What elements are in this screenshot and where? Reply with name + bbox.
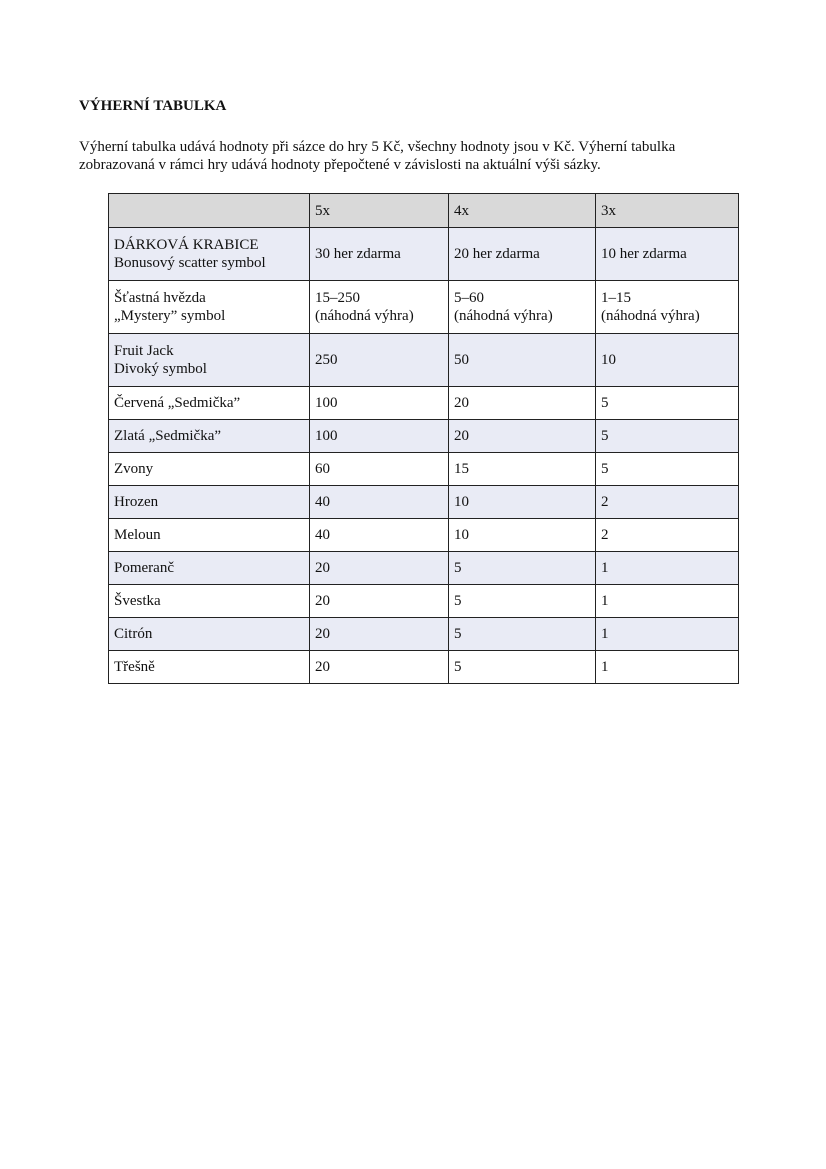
payout-cell-3x (596, 453, 739, 486)
cell-text: 1 (601, 626, 609, 642)
table-row (109, 281, 739, 334)
symbol-cell (109, 420, 310, 453)
cell-text: Divoký symbol (114, 361, 207, 377)
cell-text: 30 her zdarma (315, 246, 401, 262)
payout-cell-5x (310, 552, 449, 585)
cell-text: Citrón (114, 626, 153, 642)
table-row (109, 387, 739, 420)
payout-cell-4x (449, 420, 596, 453)
cell-text: Zlatá „Sedmička” (114, 428, 222, 444)
table-row (109, 552, 739, 585)
payout-cell-5x (310, 334, 449, 387)
table-row (109, 585, 739, 618)
payout-cell-3x (596, 651, 739, 684)
payout-cell-3x (596, 519, 739, 552)
cell-text: 5 (601, 461, 609, 477)
payout-cell-4x (449, 552, 596, 585)
payout-cell-5x (310, 281, 449, 334)
symbol-cell (109, 228, 310, 281)
intro-paragraph: Výherní tabulka udává hodnoty při sázce do hry 5 Kč, všechny hodnoty jsou v Kč. Výherní tabulka zobrazovaná v rámci hry udává hodnoty přepočtené v závislosti na aktuální výši sázky. (79, 139, 676, 173)
cell-text: 1 (601, 560, 609, 576)
symbol-cell (109, 486, 310, 519)
symbol-cell (109, 334, 310, 387)
cell-text: 1 (601, 659, 609, 675)
cell-text: 60 (315, 461, 330, 477)
table-row (109, 453, 739, 486)
symbol-cell (109, 387, 310, 420)
cell-text: 5 (454, 626, 462, 642)
payout-cell-4x (449, 387, 596, 420)
symbol-cell (109, 585, 310, 618)
cell-text: Švestka (114, 593, 161, 609)
payout-cell-4x (449, 486, 596, 519)
cell-text: 20 (315, 560, 330, 576)
cell-text: Červená „Sedmička” (114, 395, 241, 411)
payout-cell-3x (596, 228, 739, 281)
cell-text: 5–60 (454, 290, 484, 306)
cell-text: 40 (315, 527, 330, 543)
payout-cell-5x (310, 651, 449, 684)
symbol-cell (109, 519, 310, 552)
paytable (108, 193, 739, 684)
symbol-cell (109, 618, 310, 651)
table-row (109, 420, 739, 453)
cell-text: 20 (315, 593, 330, 609)
cell-text: Pomeranč (114, 560, 174, 576)
cell-text: 10 her zdarma (601, 246, 687, 262)
cell-text: 5 (454, 593, 462, 609)
cell-text: 20 (315, 626, 330, 642)
cell-text: 100 (315, 428, 338, 444)
cell-text: Fruit Jack (114, 343, 174, 359)
payout-cell-3x (596, 281, 739, 334)
payout-cell-5x (310, 420, 449, 453)
cell-text: 2 (601, 527, 609, 543)
payout-cell-3x (596, 387, 739, 420)
header-cell: 3x (596, 194, 739, 228)
cell-text: 2 (601, 494, 609, 510)
cell-text: 50 (454, 352, 469, 368)
cell-text: 5 (601, 428, 609, 444)
payout-cell-3x (596, 585, 739, 618)
cell-text: 10 (454, 527, 469, 543)
payout-cell-4x (449, 334, 596, 387)
cell-text: 20 (454, 428, 469, 444)
payout-cell-5x (310, 228, 449, 281)
cell-text: 40 (315, 494, 330, 510)
cell-text: 5 (454, 659, 462, 675)
payout-cell-3x (596, 552, 739, 585)
cell-text: Meloun (114, 527, 161, 543)
cell-text: 5 (454, 560, 462, 576)
payout-cell-4x (449, 453, 596, 486)
payout-cell-3x (596, 618, 739, 651)
cell-text: Třešně (114, 659, 155, 675)
page-title: VÝHERNÍ TABULKA (79, 98, 227, 114)
cell-text: 20 (315, 659, 330, 675)
cell-text: 100 (315, 395, 338, 411)
header-cell (109, 194, 310, 228)
symbol-cell (109, 453, 310, 486)
symbol-cell (109, 651, 310, 684)
payout-cell-5x (310, 519, 449, 552)
cell-text: 1 (601, 593, 609, 609)
cell-text: 10 (454, 494, 469, 510)
symbol-cell (109, 281, 310, 334)
cell-text: Bonusový scatter symbol (114, 255, 266, 271)
table-row (109, 618, 739, 651)
table-row (109, 334, 739, 387)
cell-text: (náhodná výhra) (315, 308, 414, 324)
payout-cell-4x (449, 228, 596, 281)
payout-cell-4x (449, 651, 596, 684)
cell-text: 10 (601, 352, 616, 368)
payout-cell-3x (596, 334, 739, 387)
payout-cell-5x (310, 486, 449, 519)
cell-text: Zvony (114, 461, 154, 477)
header-cell: 4x (449, 194, 596, 228)
payout-cell-5x (310, 387, 449, 420)
header-cell: 5x (310, 194, 449, 228)
payout-cell-5x (310, 618, 449, 651)
symbol-cell (109, 552, 310, 585)
table-row (109, 228, 739, 281)
cell-text: Šťastná hvězda (114, 290, 206, 306)
payout-cell-3x (596, 486, 739, 519)
cell-text: 20 (454, 395, 469, 411)
payout-cell-3x (596, 420, 739, 453)
cell-text: DÁRKOVÁ KRABICE (114, 237, 259, 253)
cell-text: 1–15 (601, 290, 631, 306)
cell-text: 250 (315, 352, 338, 368)
cell-text: 5 (601, 395, 609, 411)
payout-cell-5x (310, 585, 449, 618)
payout-cell-4x (449, 519, 596, 552)
cell-text: 20 her zdarma (454, 246, 540, 262)
table-row (109, 519, 739, 552)
cell-text: 15 (454, 461, 469, 477)
payout-cell-4x (449, 281, 596, 334)
cell-text: (náhodná výhra) (601, 308, 700, 324)
cell-text: Hrozen (114, 494, 159, 510)
table-row (109, 486, 739, 519)
table-header-row (109, 194, 739, 228)
table-row (109, 651, 739, 684)
cell-text: 15–250 (315, 290, 360, 306)
payout-cell-4x (449, 585, 596, 618)
cell-text: (náhodná výhra) (454, 308, 553, 324)
payout-cell-4x (449, 618, 596, 651)
payout-cell-5x (310, 453, 449, 486)
cell-text: „Mystery” symbol (114, 308, 226, 324)
